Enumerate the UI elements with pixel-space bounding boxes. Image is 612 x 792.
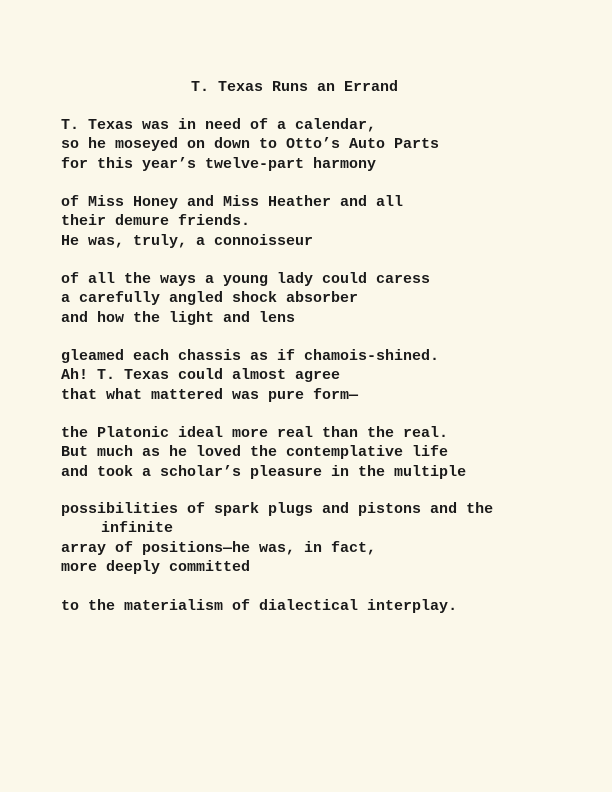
poem-line: T. Texas was in need of a calendar, [61,117,377,134]
poem-line: array of positions—he was, in fact, [61,539,377,557]
poem-line: Ah! T. Texas could almost agree [61,367,341,385]
stanza-2 [61,193,403,251]
poem-line: to the materialism of dialectical interplay. [61,598,458,615]
stanza-5 [61,424,466,482]
poem-line: for this year’s twelve-part harmony [61,155,377,173]
poem-line: and took a scholar’s pleasure in the multiple [61,463,467,481]
poem-line: the Platonic ideal more real than the real. [61,425,449,442]
stanza-1 [61,116,439,174]
poem-line: possibilities of spark plugs and pistons and the [61,501,494,518]
poem-line: But much as he loved the contemplative life [61,444,449,462]
poem-line: of Miss Honey and Miss Heather and all [61,194,404,211]
poem-line: their demure friends. [61,213,251,231]
poem-line-continuation: infinite [101,520,174,538]
poem-line: more deeply committed [61,558,251,576]
stanza-3 [61,270,430,328]
stanza-4 [61,347,439,405]
poem-line: a carefully angled shock absorber [61,290,359,308]
stanza-7 [61,597,457,616]
poem-line: He was, truly, a connoisseur [61,232,314,250]
poem-title: T. Texas Runs an Errand [191,79,399,96]
stanza-6 [61,500,493,577]
poem-line: so he moseyed on down to Otto’s Auto Parts [61,136,440,154]
poem-line: and how the light and lens [61,309,296,327]
poem-line: of all the ways a young lady could caress [61,271,431,288]
poem-line: gleamed each chassis as if chamois-shined. [61,348,440,365]
poem-line: that what mattered was pure form— [61,386,359,404]
